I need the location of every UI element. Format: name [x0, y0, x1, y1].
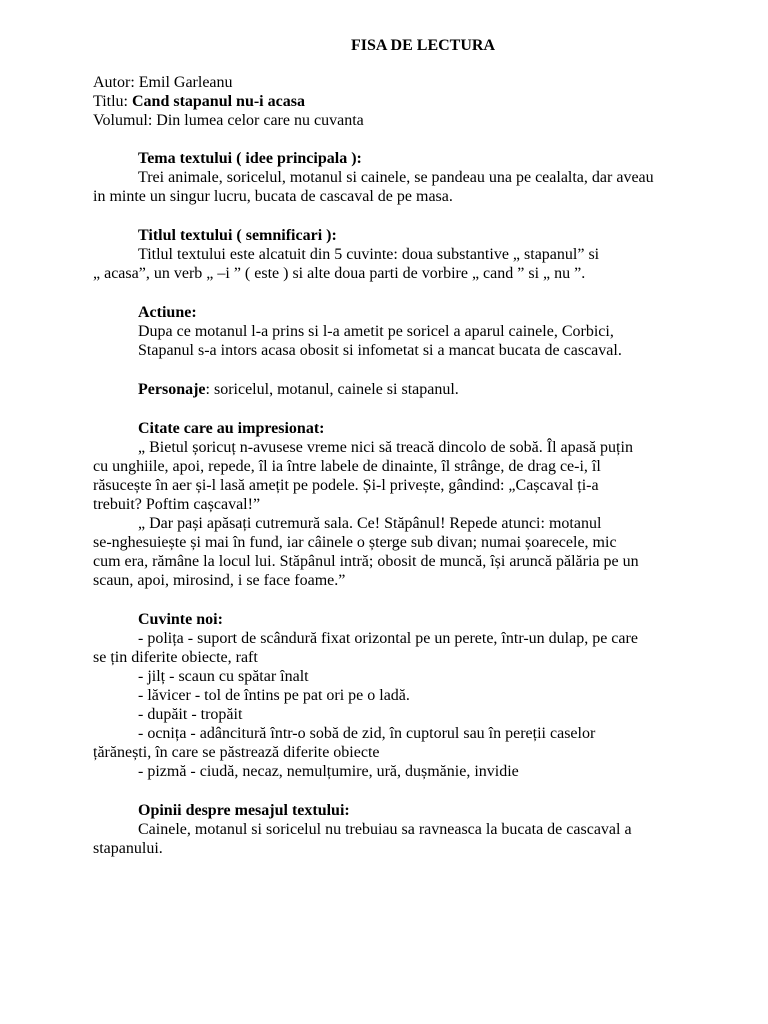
actiune-line-1: Dupa ce motanul l-a prins si l-a ametit pe soricel a aparul cainele, Corbici,: [138, 323, 614, 340]
quote1-line: „ Bietul șoricuț n-avusese vreme nici să treacă dincolo de sobă. Îl apasă puțin: [138, 439, 633, 456]
actiune-heading: Actiune:: [138, 304, 197, 321]
section-personaje: [93, 380, 733, 399]
cuvinte-item: - jilț - scaun cu spătar înalt: [138, 668, 309, 685]
author-line: [93, 73, 733, 92]
quote2-line: se-nghesuiește și mai în fund, iar câinele o șterge sub divan; numai șoarecele, mic: [93, 534, 617, 551]
quote1-line: cu unghiile, apoi, repede, îl ia între labele de dinainte, îl strânge, de drag ce-i, îl: [93, 458, 601, 475]
actiune-line-2: Stapanul s-a intors acasa obosit si infometat si a mancat bucata de cascaval.: [138, 342, 622, 359]
opinii-line-1: Cainele, motanul si soricelul nu trebuiau sa ravneasca la bucata de cascaval a: [138, 821, 632, 838]
section-titlul: [93, 226, 733, 283]
personaje-line: [93, 380, 733, 399]
cuvinte-item: - lăvicer - tol de întins pe pat ori pe o ladă.: [138, 687, 410, 704]
cuvinte-item-continued: se țin diferite obiecte, raft: [93, 649, 258, 666]
document-page: [93, 36, 733, 858]
personaje-text: : soricelul, motanul, cainele si stapanul.: [205, 381, 459, 398]
cuvinte-item: - dupăit - tropăit: [138, 706, 243, 723]
cuvinte-item: - pizmă - ciudă, necaz, nemulțumire, ură, dușmănie, invidie: [138, 763, 519, 780]
cuvinte-item: - ocnița - adâncitură într-o sobă de zid, în cuptorul sau în pereții caselor: [138, 725, 596, 742]
personaje-heading: Personaje: [138, 381, 206, 398]
meta-block: [93, 73, 733, 130]
author-value: Emil Garleanu: [138, 74, 233, 91]
section-citate: [93, 419, 733, 590]
cuvinte-heading: Cuvinte noi:: [138, 611, 223, 628]
citate-heading: Citate care au impresionat:: [138, 420, 325, 437]
titlul-line-2: „ acasa”, un verb „ –i ” ( este ) si alte doua parti de vorbire „ cand ” si „ nu ”.: [93, 265, 586, 282]
volume-line: [93, 111, 733, 130]
section-opinii: [93, 801, 733, 858]
author-label: Autor:: [93, 74, 139, 91]
quote2-line: cum era, rămâne la locul lui. Stăpânul intră; obosit de muncă, își aruncă pălăria pe un: [93, 553, 639, 570]
title-label: Titlu:: [93, 93, 132, 110]
section-actiune: [93, 303, 733, 360]
opinii-heading: Opinii despre mesajul textului:: [138, 802, 350, 819]
volume-label: Volumul:: [93, 112, 157, 129]
section-cuvinte: [93, 610, 733, 781]
tema-heading: Tema textului ( idee principala ):: [138, 150, 362, 167]
cuvinte-item-continued: țărănești, în care se păstrează diferite obiecte: [93, 744, 380, 761]
titlul-line-1: Titlul textului este alcatuit din 5 cuvinte: doua substantive „ stapanul” si: [138, 246, 600, 263]
quote2-line: „ Dar pași apăsați cutremură sala. Ce! Stăpânul! Repede atunci: motanul: [138, 515, 602, 532]
tema-line-1: Trei animale, soricelul, motanul si cainele, se pandeau una pe cealalta, dar aveau: [138, 169, 654, 186]
quote2-line: scaun, apoi, mirosind, i se face foame.”: [93, 572, 346, 589]
opinii-line-2: stapanului.: [93, 840, 163, 857]
titlul-heading: Titlul textului ( semnificari ):: [138, 227, 337, 244]
section-tema: [93, 149, 733, 206]
document-title: FISA DE LECTURA: [350, 37, 496, 54]
quote1-line: răsucește în aer și-l lasă amețit pe podele. Și-l privește, gândind: „Cașcaval ți-a: [93, 477, 599, 494]
cuvinte-item: - polița - suport de scândură fixat orizontal pe un perete, într-un dulap, pe care: [138, 630, 638, 647]
tema-line-2: in minte un singur lucru, bucata de cascaval de pe masa.: [93, 188, 453, 205]
volume-value: Din lumea celor care nu cuvanta: [156, 112, 364, 129]
title-line: [93, 92, 733, 111]
title-value: Cand stapanul nu-i acasa: [132, 93, 305, 110]
quote1-line: trebuit? Poftim cașcaval!”: [93, 496, 261, 513]
